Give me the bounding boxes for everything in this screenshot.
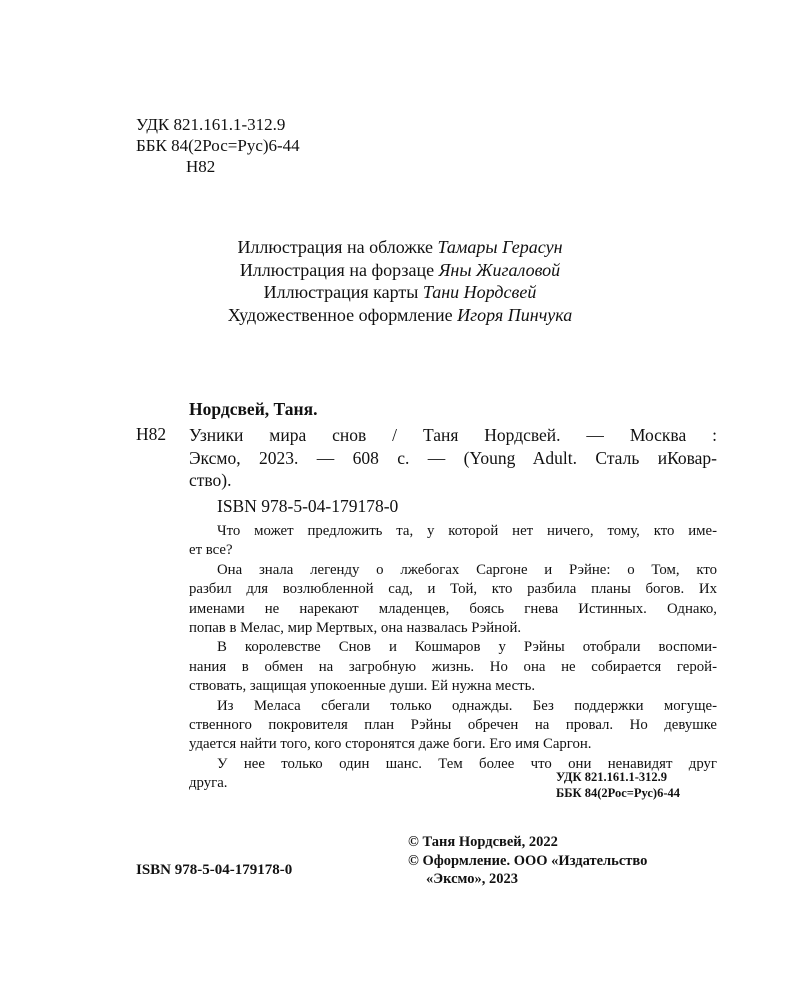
annotation-line: разбил для возлюбленной сад, и Той, кто разбила планы богов. Их (189, 581, 717, 598)
annotation-line: Она знала легенду о лжебогах Саргоне и Рэйне: о Том, кто (217, 561, 717, 578)
annotation (189, 522, 717, 794)
credit-cover: Иллюстрация на обложке Тамары Герасун (237, 237, 563, 257)
footer-isbn: ISBN 978-5-04-179178-0 (136, 862, 293, 878)
annotation-line: ствовать, защищая упокоенные души. Ей нужна месть. (189, 678, 536, 695)
annotation-line: У нее только один шанс. Тем более что они ненавидят друг (217, 755, 717, 772)
annotation-line: именами не нарекают младенцев, боясь гнева Истинных. Однако, (189, 600, 717, 617)
catalog-isbn: ISBN 978-5-04-179178-0 (217, 496, 399, 516)
annotation-line: ственного покровителя план Рэйны обречен на провал. Но девушке (189, 717, 717, 734)
annotation-line: Из Меласа сбегали только однажды. Без поддержки могуще- (217, 697, 717, 714)
credit-name: Игоря Пинчука (457, 304, 573, 325)
annotation-line: удается найти того, кого сторонятся даже боги. Его имя Саргон. (189, 736, 592, 753)
copyright-design-cont: «Эксмо», 2023 (426, 871, 518, 887)
small-udk-code: УДК 821.161.1-312.9 (556, 770, 667, 784)
illustration-credits (0, 236, 800, 326)
bbk-code: ББК 84(2Рос=Рус)6-44 (136, 136, 300, 155)
small-classification-codes (556, 769, 680, 801)
bibliographic-description (189, 424, 717, 492)
credit-design: Художественное оформление Игоря Пинчука (227, 304, 573, 325)
annotation-line: друга. (189, 775, 228, 792)
copyright-design: © Оформление. ООО «Издательство (408, 852, 648, 869)
copyright-block (408, 833, 647, 889)
bib-line: Эксмо, 2023. — 608 с. — (Young Adult. Сталь иКовар- (189, 447, 717, 468)
annotation-line: ет все? (189, 542, 233, 559)
catalog-author: Нордсвей, Таня. (189, 399, 318, 419)
credit-name: Тамары Герасун (437, 237, 563, 257)
credit-map: Иллюстрация карты Тани Нордсвей (263, 282, 537, 302)
credit-name: Тани Нордсвей (422, 282, 537, 302)
annotation-line: нания в обмен на загробную жизнь. Но она не собирается герой- (189, 658, 717, 675)
annotation-line: попав в Мелас, мир Мертвых, она назвалась Рэйной. (189, 620, 522, 637)
author-mark: Н82 (186, 157, 216, 176)
classification-codes (136, 114, 300, 177)
copyright-author: © Таня Нордсвей, 2022 (408, 834, 558, 850)
catalog-code: Н82 (136, 424, 167, 444)
annotation-line: Что может предложить та, у которой нет ничего, тому, кто име- (217, 523, 717, 539)
udk-code: УДК 821.161.1-312.9 (136, 115, 286, 134)
bib-line: Узники мира снов / Таня Нордсвей. — Москва : (189, 425, 717, 445)
credit-endpaper: Иллюстрация на форзаце Яны Жигаловой (239, 259, 561, 280)
credit-name: Яны Жигаловой (438, 259, 561, 280)
small-bbk-code: ББК 84(2Рос=Рус)6-44 (556, 786, 680, 800)
bib-line: ство). (189, 470, 232, 490)
annotation-line: В королевстве Снов и Кошмаров у Рэйны отобрали воспоми- (217, 639, 717, 656)
